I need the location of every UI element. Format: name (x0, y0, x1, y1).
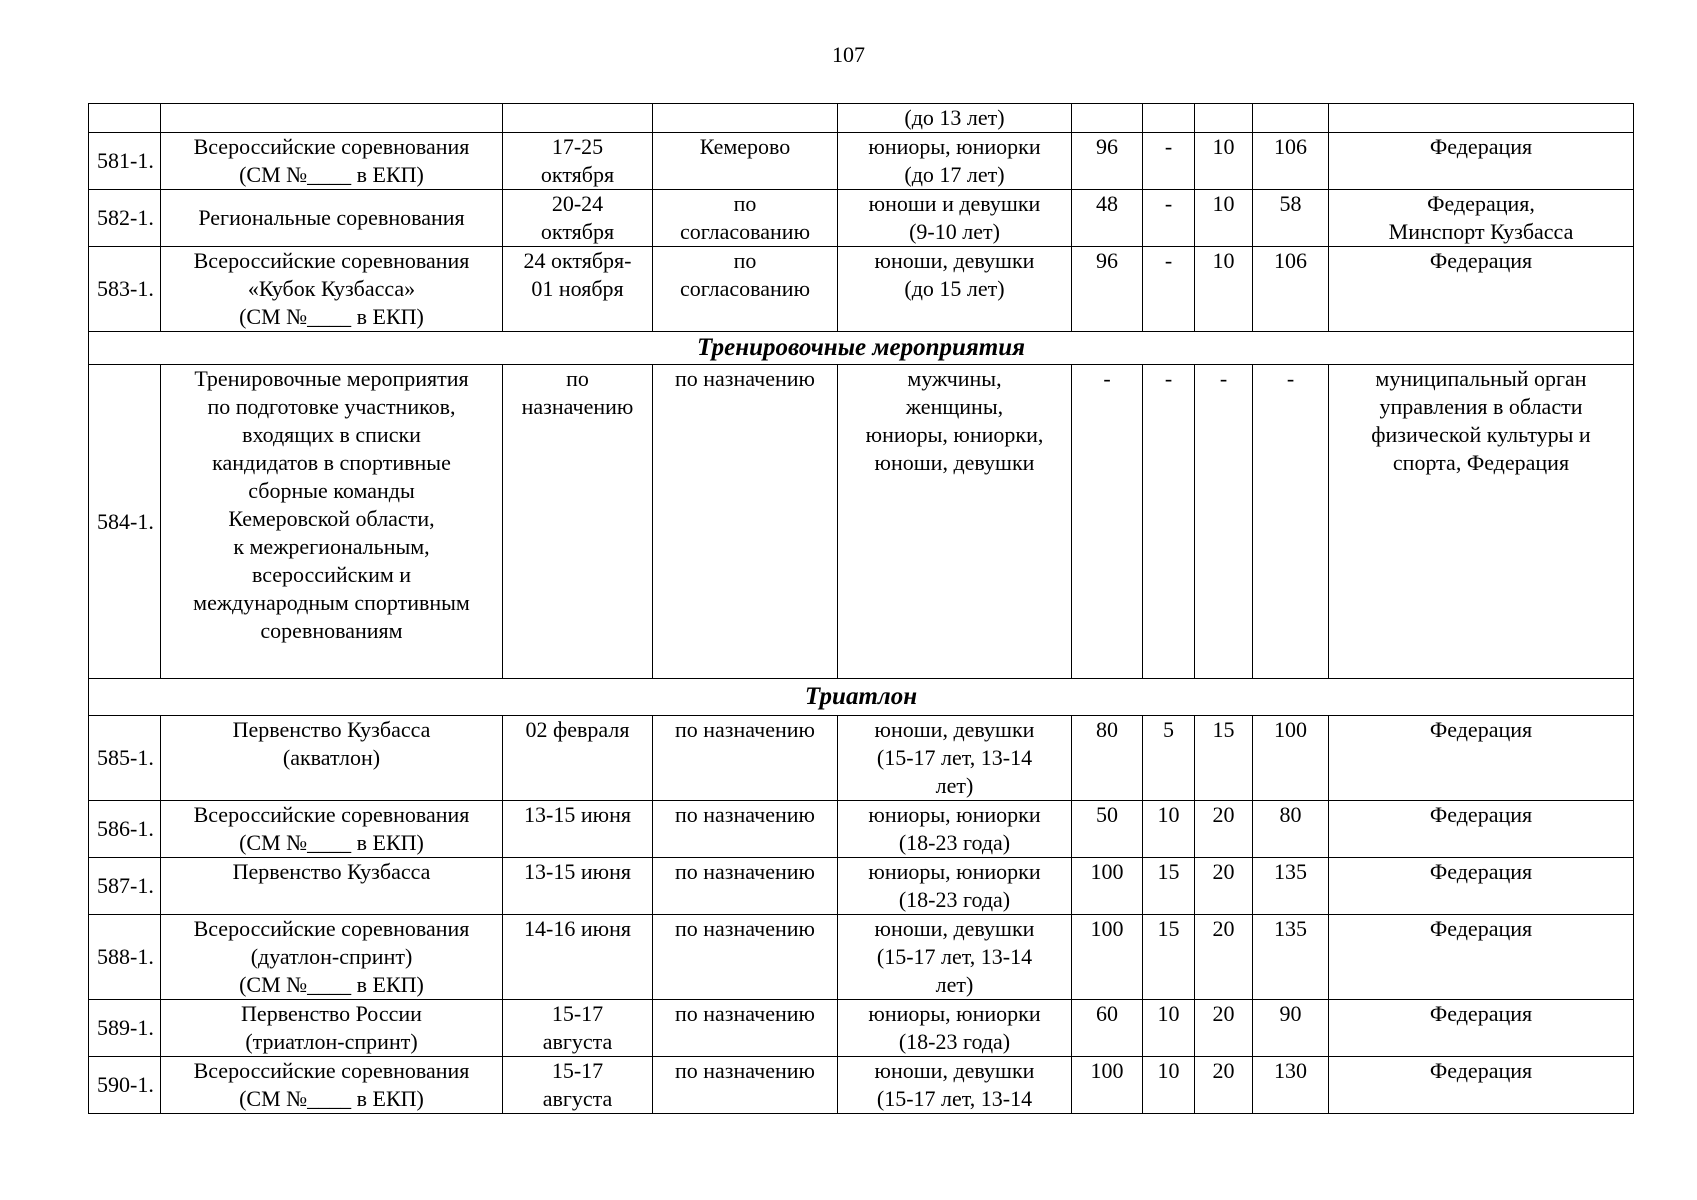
count-athletes: 80 (1072, 716, 1143, 801)
count-coaches: 5 (1143, 716, 1195, 801)
count-judges: 10 (1195, 190, 1253, 247)
event-dates: 15-17 августа (503, 1000, 653, 1057)
table-row (89, 133, 1634, 190)
event-name: Всероссийские соревнования «Кубок Кузбасса» (СМ №____ в ЕКП) (161, 247, 503, 332)
count-judges: 20 (1195, 858, 1253, 915)
count-coaches: 10 (1143, 1057, 1195, 1114)
event-place: по назначению (653, 801, 838, 858)
table-row (89, 365, 1634, 679)
table-row (89, 801, 1634, 858)
organizer: Федерация (1329, 915, 1634, 1000)
row-number: 587-1. (89, 858, 161, 915)
table-row (89, 104, 1634, 133)
count-total (1253, 104, 1329, 133)
page-number: 107 (832, 42, 865, 67)
event-dates: 13-15 июня (503, 801, 653, 858)
count-coaches: 15 (1143, 915, 1195, 1000)
count-total: 135 (1253, 858, 1329, 915)
count-athletes: 96 (1072, 133, 1143, 190)
count-total: 106 (1253, 247, 1329, 332)
participants: юниоры, юниорки (18-23 года) (838, 858, 1072, 915)
event-place: по назначению (653, 915, 838, 1000)
event-name: Всероссийские соревнования (СМ №____ в ЕКП) (161, 1057, 503, 1114)
event-name: Тренировочные мероприятия по подготовке участников, входящих в списки кандидатов в спортивные сборные команды Кемеровской области, к межрегиональным, всероссийским и международным спортивным соревнованиям (161, 365, 503, 679)
event-name: Всероссийские соревнования (дуатлон-спринт) (СМ №____ в ЕКП) (161, 915, 503, 1000)
count-coaches (1143, 104, 1195, 133)
count-athletes: 96 (1072, 247, 1143, 332)
row-number: 582-1. (89, 190, 161, 247)
organizer: Федерация (1329, 1000, 1634, 1057)
count-athletes: 60 (1072, 1000, 1143, 1057)
events-table (88, 103, 1634, 1114)
event-place: по назначению (653, 716, 838, 801)
row-number: 589-1. (89, 1000, 161, 1057)
row-number: 588-1. (89, 915, 161, 1000)
event-dates: 20-24 октября (503, 190, 653, 247)
event-dates: 24 октября- 01 ноября (503, 247, 653, 332)
table-row (89, 1000, 1634, 1057)
count-judges: 20 (1195, 1000, 1253, 1057)
count-judges: - (1195, 365, 1253, 679)
participants: мужчины, женщины, юниоры, юниорки, юноши, девушки (838, 365, 1072, 679)
count-total: 135 (1253, 915, 1329, 1000)
organizer: Федерация (1329, 801, 1634, 858)
section-row (89, 332, 1634, 365)
participants: юноши и девушки (9-10 лет) (838, 190, 1072, 247)
event-dates: по назначению (503, 365, 653, 679)
table-row (89, 915, 1634, 1000)
event-name: Всероссийские соревнования (СМ №____ в ЕКП) (161, 133, 503, 190)
row-number: 583-1. (89, 247, 161, 332)
count-coaches: - (1143, 247, 1195, 332)
event-place: Кемерово (653, 133, 838, 190)
event-dates: 13-15 июня (503, 858, 653, 915)
count-coaches: - (1143, 133, 1195, 190)
count-total: 130 (1253, 1057, 1329, 1114)
event-name (161, 104, 503, 133)
organizer: Федерация, Минспорт Кузбасса (1329, 190, 1634, 247)
row-number: 581-1. (89, 133, 161, 190)
count-athletes: 50 (1072, 801, 1143, 858)
table-row (89, 247, 1634, 332)
table-row (89, 716, 1634, 801)
event-dates: 17-25 октября (503, 133, 653, 190)
organizer: муниципальный орган управления в области физической культуры и спорта, Федерация (1329, 365, 1634, 679)
event-place: по назначению (653, 365, 838, 679)
section-row (89, 679, 1634, 716)
participants: юноши, девушки (15-17 лет, 13-14 (838, 1057, 1072, 1114)
organizer (1329, 104, 1634, 133)
event-dates (503, 104, 653, 133)
count-judges: 20 (1195, 915, 1253, 1000)
count-coaches: 10 (1143, 801, 1195, 858)
organizer: Федерация (1329, 858, 1634, 915)
row-number: 585-1. (89, 716, 161, 801)
event-name: Региональные соревнования (161, 190, 503, 247)
event-place: по назначению (653, 1000, 838, 1057)
organizer: Федерация (1329, 133, 1634, 190)
count-coaches: - (1143, 190, 1195, 247)
event-name: Первенство России (триатлон-спринт) (161, 1000, 503, 1057)
row-number: 584-1. (89, 365, 161, 679)
count-coaches: - (1143, 365, 1195, 679)
count-total: 100 (1253, 716, 1329, 801)
count-judges: 10 (1195, 133, 1253, 190)
count-coaches: 15 (1143, 858, 1195, 915)
count-total: 80 (1253, 801, 1329, 858)
section-title: Триатлон (89, 679, 1634, 716)
participants: юниоры, юниорки (18-23 года) (838, 1000, 1072, 1057)
count-total: 90 (1253, 1000, 1329, 1057)
count-athletes: - (1072, 365, 1143, 679)
table-row (89, 1057, 1634, 1114)
event-place: по согласованию (653, 190, 838, 247)
event-place: по назначению (653, 858, 838, 915)
event-place (653, 104, 838, 133)
count-total: 58 (1253, 190, 1329, 247)
organizer: Федерация (1329, 247, 1634, 332)
count-athletes (1072, 104, 1143, 133)
count-athletes: 100 (1072, 915, 1143, 1000)
event-name: Первенство Кузбасса (161, 858, 503, 915)
participants: юноши, девушки (до 15 лет) (838, 247, 1072, 332)
section-title: Тренировочные мероприятия (89, 332, 1634, 365)
organizer: Федерация (1329, 716, 1634, 801)
event-name: Всероссийские соревнования (СМ №____ в ЕКП) (161, 801, 503, 858)
event-name: Первенство Кузбасса (акватлон) (161, 716, 503, 801)
row-number (89, 104, 161, 133)
count-judges: 20 (1195, 1057, 1253, 1114)
participants: юноши, девушки (15-17 лет, 13-14 лет) (838, 915, 1072, 1000)
organizer: Федерация (1329, 1057, 1634, 1114)
participants: (до 13 лет) (838, 104, 1072, 133)
count-athletes: 100 (1072, 1057, 1143, 1114)
count-judges: 15 (1195, 716, 1253, 801)
count-judges: 10 (1195, 247, 1253, 332)
count-judges (1195, 104, 1253, 133)
count-athletes: 100 (1072, 858, 1143, 915)
count-judges: 20 (1195, 801, 1253, 858)
row-number: 586-1. (89, 801, 161, 858)
count-total: 106 (1253, 133, 1329, 190)
row-number: 590-1. (89, 1057, 161, 1114)
participants: юноши, девушки (15-17 лет, 13-14 лет) (838, 716, 1072, 801)
participants: юниоры, юниорки (18-23 года) (838, 801, 1072, 858)
event-place: по назначению (653, 1057, 838, 1114)
participants: юниоры, юниорки (до 17 лет) (838, 133, 1072, 190)
event-dates: 15-17 августа (503, 1057, 653, 1114)
event-place: по согласованию (653, 247, 838, 332)
event-dates: 02 февраля (503, 716, 653, 801)
event-dates: 14-16 июня (503, 915, 653, 1000)
table-row (89, 190, 1634, 247)
count-coaches: 10 (1143, 1000, 1195, 1057)
count-total: - (1253, 365, 1329, 679)
count-athletes: 48 (1072, 190, 1143, 247)
table-row (89, 858, 1634, 915)
